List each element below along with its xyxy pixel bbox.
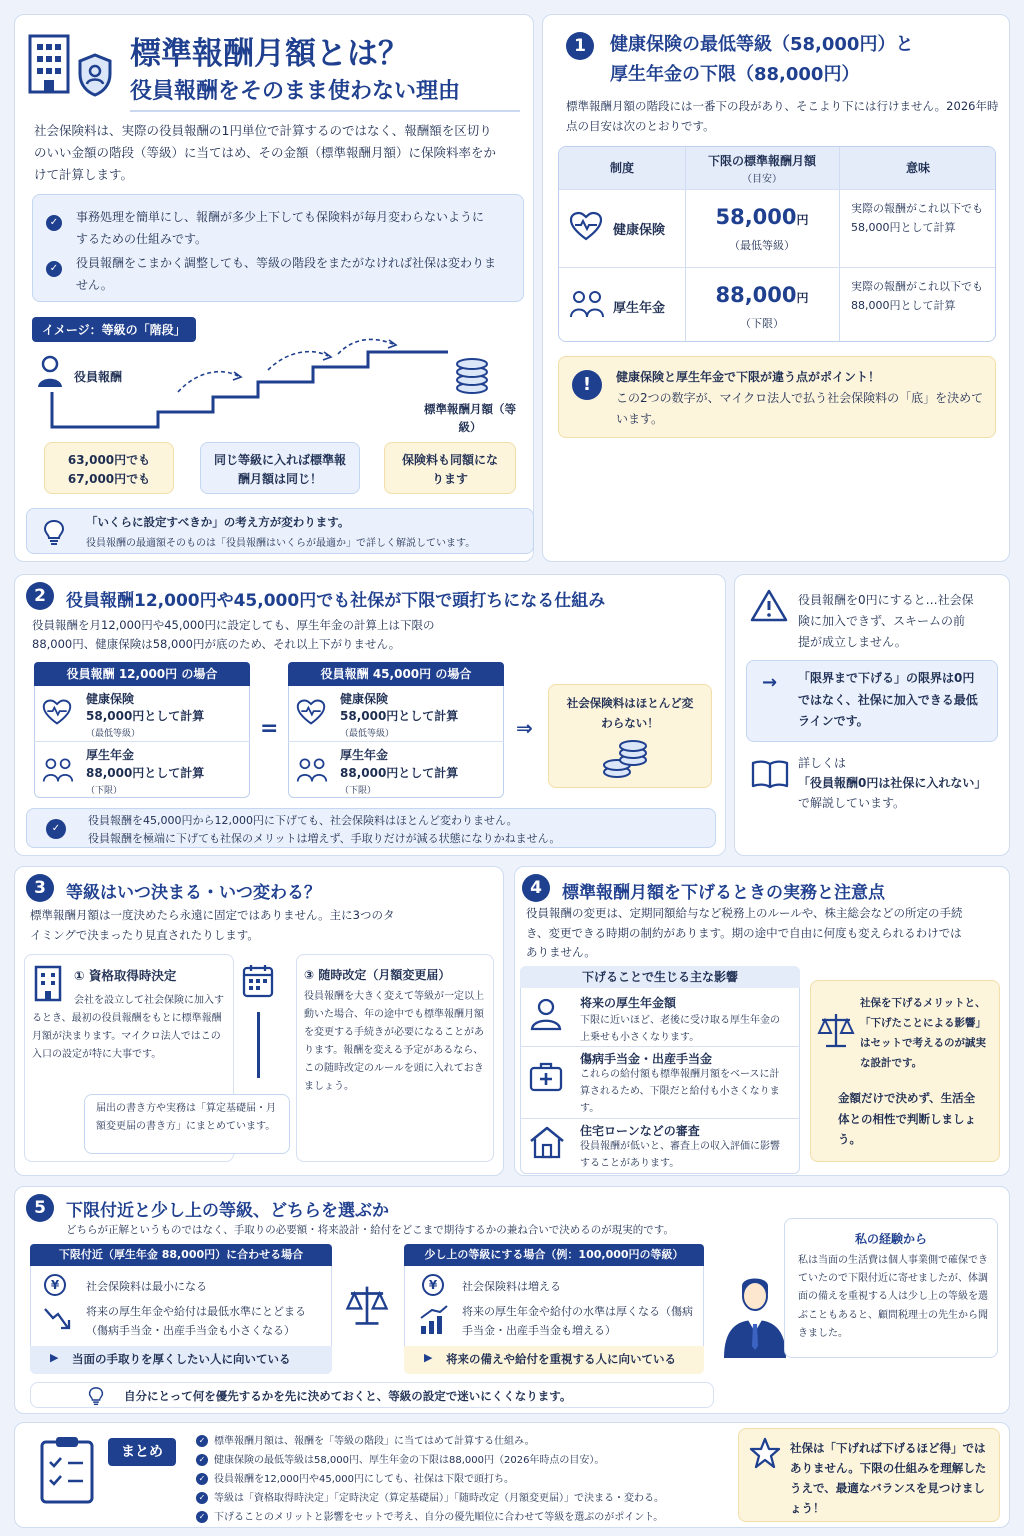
page-subtitle: 役員報酬をそのまま使わない理由: [130, 79, 461, 104]
table-header-lower: 下限の標準報酬月額: [707, 154, 816, 168]
option-a-footer: 当面の手取りを厚くしたい人に向いている: [72, 1352, 291, 1366]
impact-1-text: 下限に近いほど、老後に受け取る厚生年金の上乗せも小さくなります。: [580, 1015, 780, 1043]
play-icon: ▶: [50, 1351, 59, 1364]
section-4-side-2: 金額だけで決めず、生活全体との相性で判断しましょう。: [838, 1091, 976, 1147]
summary-item: ✓ 標準報酬月額は、報酬を「等級の階段」に当てはめて計算する仕組み。: [196, 1432, 736, 1451]
case-a-nenkin-sub: （下限）: [86, 786, 123, 796]
section-2-title: 役員報酬12,000円や45,000円でも社保が下限で頭打ちになる仕組み: [66, 591, 606, 611]
case-b-nenkin: 厚生年金: [340, 748, 389, 762]
stairs-tip: 「いくらに設定すべきか」の考え方が変わります。: [86, 515, 350, 529]
star-icon: [748, 1436, 782, 1470]
section-4-desc: 役員報酬の変更は、定期同額給与など税務上のルールや、株主総会などの所定の手続き、変更できる時期の制約があります。期の途中で自由に何度も変えられるわけではありません。: [526, 906, 963, 960]
section-2-desc: 役員報酬を月12,000円や45,000円に設定しても、厚生年金の計算上は下限の88,000円、健康保険は58,000円が底のため、それ以上下がりません。: [32, 618, 435, 651]
impact-list-header: 下げることで生じる主な影響: [520, 966, 800, 988]
heart-pulse-icon: [42, 698, 72, 726]
case-b-kenpo: 健康保険: [340, 692, 389, 706]
stairs-tip-sub: 役員報酬の最適額そのものは「役員報酬はいくらが最適か」で詳しく解説しています。: [86, 538, 476, 549]
section-1-desc: 標準報酬月額の階段には一番下の段があり、そこより下には行けません。2026年時点の目安は次のとおりです。: [566, 99, 999, 134]
impact-1-title: 将来の厚生年金額: [580, 996, 677, 1010]
check-icon: ✓: [46, 212, 70, 231]
shield-user-icon: [76, 52, 114, 98]
person-label: 役員報酬: [74, 370, 123, 384]
row-kenpo-sub: （最低等級）: [729, 239, 795, 252]
summary-item: ✓ 等級は「資格取得時決定」「定時決定（算定基礎届）」「随時改定（月額変更届）」で決まる・変わる。: [196, 1489, 736, 1508]
section-2-check-sub: 役員報酬を極端に下げても社保のメリットは増えず、手取りだけが減る状態になりかねません。: [88, 832, 561, 845]
option-b-1: 社会保険料は増える: [462, 1280, 561, 1293]
side-more-1: 詳しくは: [798, 756, 847, 770]
row-kenpo-name: 健康保険: [613, 223, 666, 238]
house-icon: [528, 1124, 566, 1160]
section-2-check: 役員報酬を45,000円から12,000円に下げても、社会保険料はほとんど変わりません。: [88, 814, 518, 827]
title-divider: [130, 110, 520, 112]
row-kenpo-value: 58,000: [715, 205, 797, 229]
summary-item-text: 標準報酬月額は、報酬を「等級の階段」に当てはめて計算する仕組み。: [214, 1436, 535, 1447]
case-divider: [288, 741, 504, 742]
summary-label: まとめ: [108, 1438, 176, 1466]
row-nenkin-value: 88,000: [715, 283, 797, 307]
case-a-nenkin-value: 88,000円として計算: [86, 766, 205, 780]
lower-limit-table: [558, 146, 996, 342]
calendar-icon: [240, 962, 276, 1000]
stairs-graphic: [48, 332, 468, 432]
case-b-nenkin-sub: （下限）: [340, 786, 377, 796]
option-a-1: 社会保険料は最小になる: [86, 1280, 207, 1293]
case-a-kenpo-sub: （最低等級）: [86, 729, 141, 739]
people-icon: [569, 289, 605, 319]
people-icon: [42, 756, 74, 784]
table-header-lower-sub: （目安）: [742, 174, 782, 185]
section-4-side-1: 社保を下げるメリットと、「下げたことによる影響」はセットで考えるのが誠実な設計です。: [860, 997, 986, 1069]
table-header-meaning: 意味: [905, 161, 930, 175]
result-text: 社会保険料はほとんど変わらない！: [566, 696, 694, 730]
coins-icon: [454, 356, 490, 396]
impact-2-text: これらの給付額も標準報酬月額をベースに計算されるため、下限だと給付も小さくなります。: [580, 1069, 780, 1114]
businessman-icon: [722, 1270, 788, 1358]
check-icon: ✓: [46, 258, 70, 277]
intro-text: 社会保険料は、実際の役員報酬の1円単位で計算するのではなく、報酬額を区切りのいい金額の階段（等級）に当てはめ、その金額（標準報酬月額）に保険料率をかけて計算します。: [34, 123, 497, 182]
section-3-desc: 標準報酬月額は一度決めたら永遠に固定ではありません。主に3つのタイミングで決まったり見直されたりします。: [30, 908, 395, 942]
side-more-3: で解説しています。: [798, 796, 906, 810]
side-warning: 役員報酬を0円にすると…社会保険に加入できず、スキームの前提が成立しません。: [798, 593, 974, 649]
intro-check-1: 事務処理を簡単にし、報酬が多少上下しても保険料が毎月変わらないようにするための仕組みです。: [76, 210, 485, 247]
person-icon: [528, 996, 564, 1032]
case-a-kenpo: 健康保険: [86, 692, 135, 706]
summary-side-text: 社保は「下げれば下げるほど得」ではありません。下限の仕組みを理解したうえで、最適なバランスを見つけましょう！: [790, 1441, 987, 1516]
medical-kit-icon: [528, 1060, 564, 1092]
option-a-2: 将来の厚生年金や給付は最低水準にとどまる（傷病手当金・出産手当金も小さくなる）: [86, 1305, 306, 1338]
summary-item-text: 健康保険の最低等級は58,000円、厚生年金の下限は88,000円（2026年時点の目安）。: [214, 1455, 605, 1466]
row-kenpo-meaning: 実際の報酬がこれ以下でも58,000円として計算: [851, 202, 983, 235]
option-b-header: 少し上の等級にする場合（例：100,000円の等級）: [404, 1244, 704, 1266]
stairs-box-1: [44, 442, 174, 494]
section-1-number: 1: [566, 32, 594, 60]
trend-down-icon: [42, 1304, 72, 1334]
play-icon: ▶: [424, 1351, 433, 1364]
experience-title: 私の経験から: [854, 1232, 927, 1246]
impact-3-text: 役員報酬が低いと、審査上の収入評価に影響することがあります。: [580, 1141, 780, 1169]
side-limit-text: 「限界まで下げる」の限界は0円ではなく、社保に加入できる最低ラインです。: [798, 671, 978, 729]
stairs-box-3: [384, 442, 516, 494]
stairs-box-2-text: 同じ等級に入れば標準報酬月額は同じ！: [213, 453, 346, 487]
bar-chart-up-icon: [418, 1304, 450, 1336]
section-1-note-1: 健康保険と厚生年金で下限が違う点がポイント！: [616, 370, 881, 384]
stairs-box-2: [200, 442, 360, 494]
table-row-divider: [559, 189, 995, 190]
stairs-box-3-text: 保険料も同額になります: [401, 453, 498, 487]
lightbulb-icon: [86, 1384, 106, 1406]
timing-1-title: ① 資格取得時決定: [74, 968, 177, 983]
impact-divider: [520, 1046, 800, 1047]
option-b-2: 将来の厚生年金や給付の水準は厚くなる（傷病手当金・出産手当金も増える）: [462, 1305, 693, 1338]
table-header-system: 制度: [609, 161, 634, 175]
case-a-kenpo-value: 58,000円として計算: [86, 709, 205, 723]
heart-pulse-icon: [296, 698, 326, 726]
equals-sign: =: [260, 716, 279, 741]
summary-item-text: 役員報酬を12,000円や45,000円にしても、社保は下限で頭打ち。: [214, 1474, 514, 1485]
scales-icon: [342, 1282, 392, 1328]
case-a-nenkin: 厚生年金: [86, 748, 135, 762]
yen-icon: ¥: [422, 1274, 444, 1296]
arrow-right-icon: →: [762, 672, 778, 693]
coins-icon: [600, 740, 650, 780]
case-b-kenpo-sub: （最低等級）: [340, 729, 395, 739]
case-45000-header: 役員報酬 45,000円 の場合: [288, 662, 504, 686]
intro-check-2: 役員報酬をこまかく調整しても、等級の階段をまたがなければ社保は変わりません。: [76, 256, 497, 293]
option-b-footer: 将来の備えや給付を重視する人に向いている: [446, 1352, 676, 1366]
case-divider: [34, 741, 250, 742]
experience-text: 私は当面の生活費は個人事業側で確保できていたので下限付近に寄せましたが、体調面の備えを重視する人は少し上の等級を選ぶこともあると、顧問税理士の先生から聞きました。: [798, 1255, 988, 1339]
clipboard-checklist-icon: [38, 1434, 96, 1504]
coins-label: 標準報酬月額（等級）: [424, 402, 516, 435]
row-nenkin-value-wrap: [685, 283, 839, 307]
people-icon: [296, 756, 328, 784]
impact-2-title: 傷病手当金・出産手当金: [580, 1052, 713, 1066]
summary-item-text: 下げることのメリットと影響をセットで考え、自分の優先順位に合わせて等級を選ぶのがポイント。: [214, 1512, 664, 1523]
timing-1-note-text: 届出の書き方や実務は「算定基礎届・月額変更届の書き方」にまとめています。: [96, 1103, 276, 1132]
section-1-title-line-1: 健康保険の最低等級（58,000円）と: [610, 34, 914, 55]
section-5-title: 下限付近と少し上の等級、どちらを選ぶか: [66, 1201, 389, 1221]
option-a-header: 下限付近（厚生年金 88,000円）に合わせる場合: [30, 1244, 332, 1266]
row-nenkin-name: 厚生年金: [613, 301, 666, 316]
row-nenkin-sub: （下限）: [740, 317, 784, 330]
impact-divider: [520, 1118, 800, 1119]
row-kenpo-unit: 円: [796, 213, 809, 227]
scales-icon: [816, 1010, 856, 1050]
row-nenkin-unit: 円: [796, 291, 809, 305]
row-nenkin-meaning: 実際の報酬がこれ以下でも88,000円として計算: [851, 280, 983, 313]
case-b-nenkin-value: 88,000円として計算: [340, 766, 459, 780]
heart-pulse-icon: [569, 211, 603, 241]
exclamation-icon: !: [572, 370, 602, 400]
section-5-number: 5: [26, 1194, 54, 1222]
lightbulb-icon: [40, 516, 68, 546]
summary-item: ✓ 健康保険の最低等級は58,000円、厚生年金の下限は88,000円（2026年時点の目安）。: [196, 1451, 736, 1470]
table-col-divider: [839, 147, 840, 342]
summary-list: [196, 1432, 736, 1527]
building-icon: [26, 30, 72, 94]
section-2-number: 2: [26, 582, 54, 610]
book-icon: [750, 758, 790, 790]
table-row-divider: [559, 267, 995, 268]
stairs-tag: イメージ：等級の「階段」: [32, 317, 196, 342]
warning-icon: [750, 588, 788, 622]
section-3-number: 3: [26, 874, 54, 902]
section-5-desc: どちらが正解というものではなく、手取りの必要額・将来設計・給付をどこまで期待するかの兼ね合いで決めるのが現実的です。: [66, 1224, 674, 1236]
summary-item: ✓ 下げることのメリットと影響をセットで考え、自分の優先順位に合わせて等級を選ぶのがポイント。: [196, 1508, 736, 1527]
section-3-title: 等級はいつ決まる・いつ変わる？: [66, 883, 321, 903]
case-12000-header: 役員報酬 12,000円 の場合: [34, 662, 250, 686]
row-kenpo-value-wrap: [685, 205, 839, 229]
section-5-tip: 自分にとって何を優先するかを先に決めておくと、等級の設定で迷いにくくなります。: [124, 1389, 572, 1403]
timing-3-text: 役員報酬を大きく変えて等級が一定以上動いた場合、年の途中でも標準報酬月額を変更する手続きが必要になることがあります。報酬を変える予定があるなら、この随時改定のルールを頭に入れておきましょう。: [304, 991, 484, 1092]
timeline-line: [257, 1012, 260, 1078]
impact-3-title: 住宅ローンなどの審査: [580, 1124, 700, 1138]
result-arrow: ⇒: [516, 716, 533, 740]
timing-3-title: ③ 随時改定（月額変更届）: [304, 968, 451, 982]
section-1-note-2: この2つの数字が、マイクロ法人で払う社会保険料の「底」を決めています。: [616, 391, 984, 426]
summary-item-text: 等級は「資格取得時決定」「定時決定（算定基礎届）」「随時改定（月額変更届）」で決まる・変わる。: [214, 1493, 664, 1504]
page-title: 標準報酬月額とは？: [130, 36, 409, 72]
case-b-kenpo-value: 58,000円として計算: [340, 709, 459, 723]
section-4-title: 標準報酬月額を下げるときの実務と注意点: [562, 883, 885, 903]
section-1-title-line-2: 厚生年金の下限（88,000円）: [610, 64, 860, 85]
yen-icon: ¥: [44, 1274, 66, 1296]
stairs-box-1-text: 63,000円でも67,000円でも: [67, 453, 151, 487]
side-more-link[interactable]: 「役員報酬0円は社保に入れない」: [798, 776, 987, 790]
check-icon: ✓: [46, 818, 74, 839]
section-4-number: 4: [522, 874, 550, 902]
summary-item: ✓ 役員報酬を12,000円や45,000円にしても、社保は下限で頭打ち。: [196, 1470, 736, 1489]
timing-1-text: 会社を設立して社会保険に加入するとき、最初の役員報酬をもとに標準報酬月額が決まります。マイクロ法人ではこの入口の設定が特に大事です。: [32, 995, 224, 1060]
